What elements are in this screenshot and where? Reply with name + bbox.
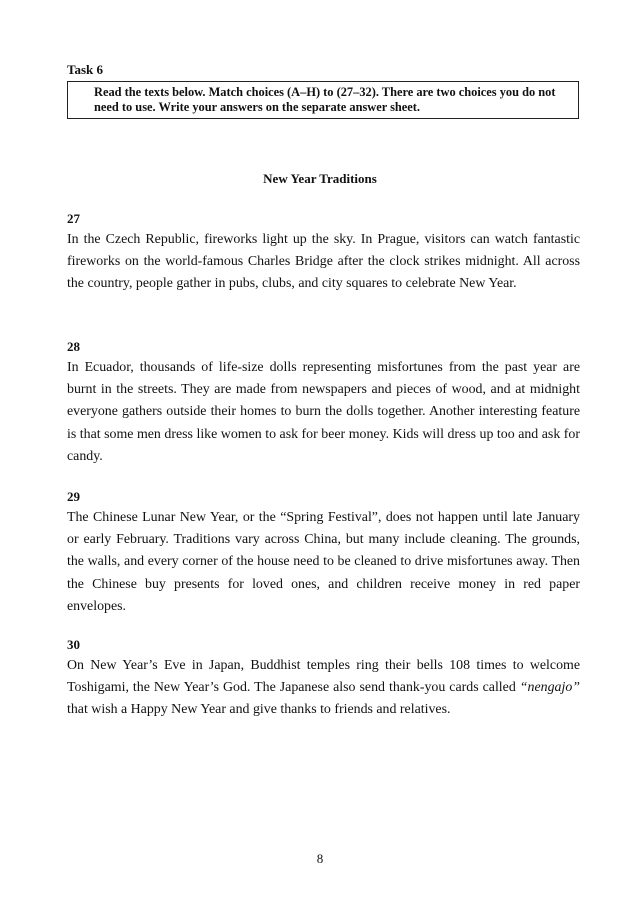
section-number-29: 29 <box>67 489 80 504</box>
page-number: 8 <box>316 851 324 866</box>
section-text-27: In the Czech Republic, fireworks light up the sky. In Prague, visitors can watch fantastic fireworks on the world-famous Charles Bridge after the clock strikes midnight. All across the country, people gather in pubs, clubs, and city squares to celebrate New Year. <box>67 232 580 292</box>
task-label: Task 6 <box>67 62 104 77</box>
instruction-text: Read the texts below. Match choices (A–H) to (27–32). There are two choices you do not need to use. Write your answers on the separate answer sheet. <box>94 85 556 114</box>
section-text-29: The Chinese Lunar New Year, or the “Spring Festival”, does not happen until late January or early February. Traditions vary across China, but many include cleaning. The grounds, the walls, and every corner of the house need to be cleaned to drive misfortunes away. Then the Chinese buy presents for loved ones, and children receive money in red paper envelopes. <box>67 510 580 614</box>
section-text-30-part2: that wish a Happy New Year and give thanks to friends and relatives. <box>67 702 451 718</box>
section-number-27: 27 <box>67 211 80 226</box>
section-text-30 <box>67 655 580 722</box>
section-text-30-part1: On New Year’s Eve in Japan, Buddhist temples ring their bells 108 times to welcome Toshigami, the New Year’s God. The Japanese also send thank-you cards called <box>67 658 580 696</box>
section-text-28: In Ecuador, thousands of life-size dolls representing misfortunes from the past year are burnt in the streets. They are made from newspapers and pieces of wood, and at midnight everyone gathers outside their homes to burn the dolls together. Another interesting feature is that some men dress like women to ask for beer money. Kids will dress up too and ask for candy. <box>67 360 580 464</box>
section-number-30: 30 <box>67 637 80 652</box>
nengajo-term: “nengajo” <box>519 680 580 696</box>
instruction-box <box>67 81 579 119</box>
section-number-28: 28 <box>67 339 80 354</box>
page-title: New Year Traditions <box>263 171 377 186</box>
